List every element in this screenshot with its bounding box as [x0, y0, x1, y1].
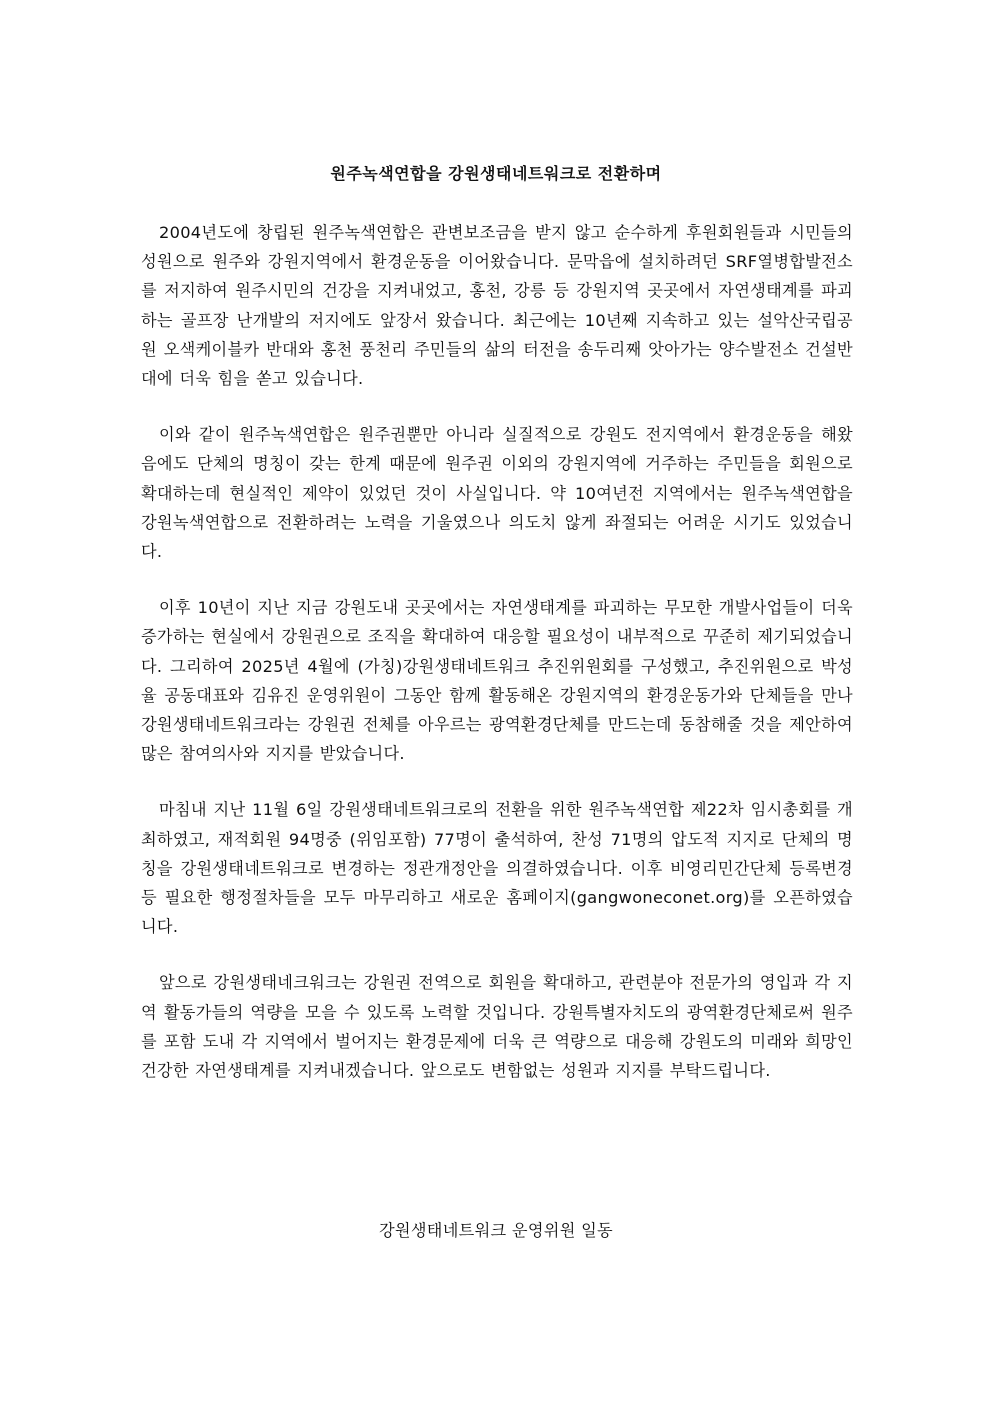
paragraph-founding-history: 2004년도에 창립된 원주녹색연합은 관변보조금을 받지 않고 순수하게 후원회원들과 시민들의 성원으로 원주와 강원지역에서 환경운동을 이어왔습니다. 문막읍에 설치하려던 SRF열병합발전소를 저지하여 원주시민의 건강을 지켜내었고, 홍천, 강릉 등 강원지역 곳곳에서 자연생태계를 파괴하는 골프장 난개발의 저지에도 앞장서 왔습니다. 최근에는 10년째 지속하고 있는 설악산국립공원 오색케이블카 반대와 홍천 풍천리 주민들의 삶의 터전을 송두리째 앗아가는 양수발전소 건설반대에 더욱 힘을 쏟고 있습니다.	[141, 223, 853, 389]
paragraph-expansion-committee: 이후 10년이 지난 지금 강원도내 곳곳에서는 자연생태계를 파괴하는 무모한 개발사업들이 더욱 증가하는 현실에서 강원권으로 조직을 확대하여 대응할 필요성이 내부적으로 꾸준히 제기되었습니다. 그리하여 2025년 4월에 (가칭)강원생태네트워크 추진위원회를 구성했고, 추진위원으로 박성율 공동대표와 김유진 운영위원이 그동안 함께 활동해온 강원지역의 환경운동가와 단체들을 만나 강원생태네트워크라는 강원권 전체를 아우르는 광역환경단체를 만드는데 동참해줄 것을 제안하여 많은 참여의사와 지지를 받았습니다.	[141, 598, 853, 764]
paragraph-general-meeting: 마침내 지난 11월 6일 강원생태네트워크로의 전환을 위한 원주녹색연합 제22차 임시총회를 개최하였고, 재적회원 94명중 (위임포함) 77명이 출석하여, 찬성 71명의 압도적 지지로 단체의 명칭을 강원생태네트워크로 변경하는 정관개정안을 의결하였습니다. 이후 비영리민간단체 등록변경 등 필요한 행정절차들을 모두 마무리하고 새로운 홈페이지(gangwoneconet.org)를 오픈하였습니다.	[141, 800, 853, 937]
signature: 강원생태네트워크 운영위원 일동	[378, 1221, 613, 1240]
document-body	[141, 218, 853, 1112]
paragraph-name-limitation: 이와 같이 원주녹색연합은 원주권뿐만 아니라 실질적으로 강원도 전지역에서 환경운동을 해왔음에도 단체의 명칭이 갖는 한계 때문에 원주권 이외의 강원지역에 거주하는 주민들을 회원으로 확대하는데 현실적인 제약이 있었던 것이 사실입니다. 약 10여년전 지역에서는 원주녹색연합을 강원녹색연합으로 전환하려는 노력을 기울였으나 의도치 않게 좌절되는 어려운 시기도 있었습니다.	[141, 425, 853, 562]
paragraph-future-plans: 앞으로 강원생태네크워크는 강원권 전역으로 회원을 확대하고, 관련분야 전문가의 영입과 각 지역 활동가들의 역량을 모을 수 있도록 노력할 것입니다. 강원특별자치도의 광역환경단체로써 원주를 포함 도내 각 지역에서 벌어지는 환경문제에 더욱 큰 역량으로 대응해 강원도의 미래와 희망인 건강한 자연생태계를 지켜내겠습니다. 앞으로도 변함없는 성원과 지지를 부탁드립니다.	[141, 973, 853, 1081]
document-title: 원주녹색연합을 강원생태네트워크로 전환하며	[330, 164, 662, 183]
